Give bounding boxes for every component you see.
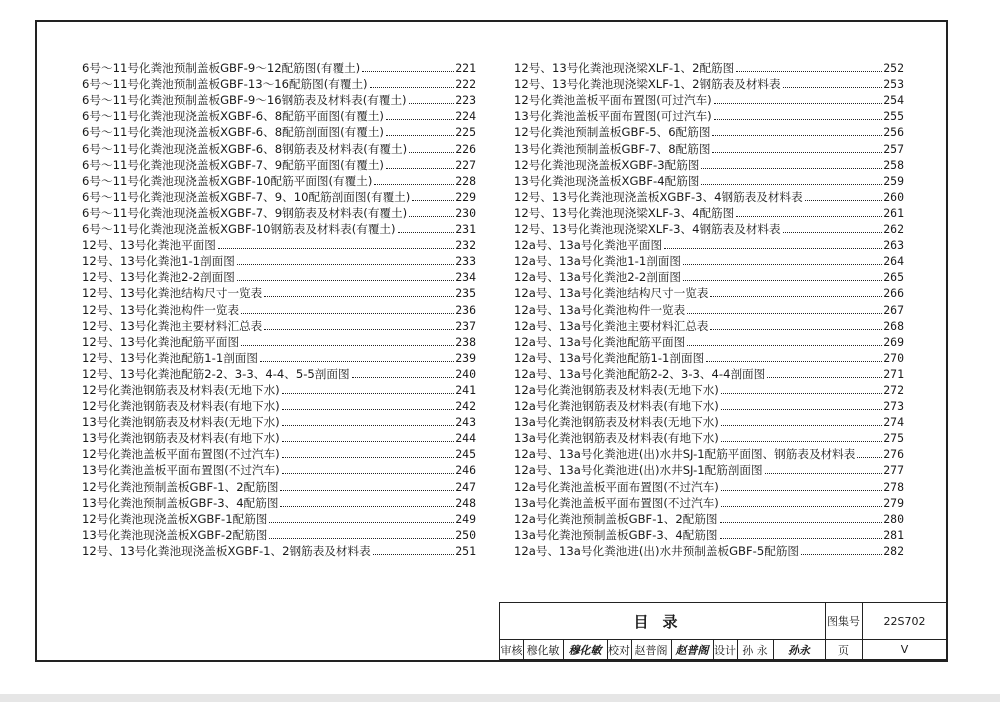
toc-entry-page: 232	[455, 238, 476, 253]
atlas-number: 22S702	[883, 614, 926, 628]
toc-entry-page: 234	[455, 270, 476, 285]
toc-entry-title: 13号化粪池盖板平面布置图(不过汽车)	[82, 463, 280, 478]
toc-entry	[514, 462, 904, 478]
toc-leader-dots	[218, 247, 454, 249]
toc-entry-title: 12号化粪池钢筋表及材料表(有地下水)	[82, 399, 280, 414]
toc-entry	[514, 543, 904, 559]
toc-entry-page: 243	[455, 415, 476, 430]
toc-entry-page: 239	[455, 350, 476, 365]
toc-leader-dots	[282, 440, 455, 442]
toc-entry-title: 6号～11号化粪池现浇盖板XGBF-7、9、10配筋剖面图(有覆土)	[82, 189, 411, 204]
toc-leader-dots	[237, 263, 454, 265]
toc-entry-title: 13a号化粪池盖板平面布置图(不过汽车)	[514, 495, 719, 510]
toc-entry	[82, 430, 476, 446]
toc-entry-page: 247	[455, 479, 476, 494]
toc-entry	[514, 414, 904, 430]
toc-entry	[82, 318, 476, 334]
toc-leader-dots	[280, 489, 454, 491]
toc-entry	[514, 478, 904, 494]
toc-entry-title: 12号化粪池盖板平面布置图(可过汽车)	[514, 93, 712, 108]
toc-entry-title: 12a号、13a号化粪池平面图	[514, 238, 663, 253]
toc-entry-title: 13a号化粪池钢筋表及材料表(无地下水)	[514, 415, 719, 430]
toc-entry-page: 263	[883, 238, 904, 253]
toc-leader-dots	[362, 70, 454, 72]
toc-entry-page: 251	[455, 543, 476, 558]
toc-entry-title: 12a号、13a号化粪池进(出)水井预制盖板GBF-5配筋图	[514, 543, 800, 558]
toc-entry-title: 12a号、13a号化粪池进(出)水井SJ-1配筋剖面图	[514, 463, 763, 478]
toc-entry	[514, 301, 904, 317]
toc-entry-title: 12a号、13a号化粪池配筋平面图	[514, 334, 686, 349]
toc-leader-dots	[721, 489, 882, 491]
toc-entry-page: 278	[883, 479, 904, 494]
toc-entry-page: 245	[455, 447, 476, 462]
toc-entry	[514, 157, 904, 173]
toc-entry	[514, 205, 904, 221]
toc-entry-title: 12号、13号化粪池1-1剖面图	[82, 254, 235, 269]
toc-entry-title: 12号、13号化粪池平面图	[82, 238, 216, 253]
toc-entry	[514, 76, 904, 92]
toc-entry-title: 12a号、13a号化粪池配筋1-1剖面图	[514, 350, 705, 365]
checker-name: 赵普阁	[634, 643, 668, 657]
toc-leader-dots	[857, 456, 882, 458]
toc-leader-dots	[720, 521, 883, 523]
toc-leader-dots	[706, 360, 882, 362]
toc-entry-title: 13号化粪池预制盖板GBF-7、8配筋图	[514, 141, 711, 156]
toc-entry-page: 223	[455, 93, 476, 108]
toc-entry-title: 12号化粪池盖板平面布置图(不过汽车)	[82, 447, 280, 462]
toc-entry-title: 12a号、13a号化粪池2-2剖面图	[514, 270, 681, 285]
toc-entry	[82, 124, 476, 140]
toc-entry-title: 12号化粪池预制盖板GBF-1、2配筋图	[82, 479, 279, 494]
toc-entry-title: 12号、13号化粪池配筋2-2、3-3、4-4、5-5剖面图	[82, 366, 350, 381]
toc-leader-dots	[370, 86, 455, 88]
toc-entry-page: 226	[455, 141, 476, 156]
toc-entry-title: 6号～11号化粪池现浇盖板XGBF-7、9钢筋表及材料表(有覆土)	[82, 205, 408, 220]
toc-entry	[514, 398, 904, 414]
toc-entry	[82, 366, 476, 382]
toc-leader-dots	[264, 295, 454, 297]
toc-entry	[82, 60, 476, 76]
toc-entry-page: 241	[455, 382, 476, 397]
toc-leader-dots	[701, 183, 882, 185]
toc-entry	[82, 478, 476, 494]
toc-entry-page: 266	[883, 286, 904, 301]
toc-entry-title: 12a号化粪池盖板平面布置图(不过汽车)	[514, 479, 719, 494]
atlas-label: 图集号	[827, 615, 860, 628]
toc-entry-page: 261	[883, 205, 904, 220]
toc-entry-page: 236	[455, 302, 476, 317]
toc-entry-title: 13号化粪池钢筋表及材料表(无地下水)	[82, 415, 280, 430]
toc-entry-page: 260	[883, 189, 904, 204]
toc-leader-dots	[264, 328, 454, 330]
toc-entry-page: 242	[455, 399, 476, 414]
toc-leader-dots	[282, 456, 455, 458]
toc-entry-page: 225	[455, 125, 476, 140]
toc-entry-page: 259	[883, 173, 904, 188]
toc-entry	[514, 527, 904, 543]
toc-entry	[514, 108, 904, 124]
toc-leader-dots	[352, 376, 455, 378]
scan-edge	[0, 694, 1000, 702]
toc-entry	[82, 334, 476, 350]
toc-entry-title: 12号、13号化粪池结构尺寸一览表	[82, 286, 263, 301]
toc-leader-dots	[412, 199, 454, 201]
toc-entry-page: 256	[883, 125, 904, 140]
toc-entry	[82, 205, 476, 221]
toc-leader-dots	[409, 151, 454, 153]
toc-entry-title: 12a号化粪池钢筋表及材料表(有地下水)	[514, 399, 719, 414]
toc-leader-dots	[721, 408, 882, 410]
toc-entry	[82, 173, 476, 189]
toc-leader-dots	[767, 376, 882, 378]
toc-entry-page: 276	[883, 447, 904, 462]
toc-entry-page: 282	[883, 543, 904, 558]
toc-entry-page: 240	[455, 366, 476, 381]
toc-entry-page: 233	[455, 254, 476, 269]
toc-entry	[82, 414, 476, 430]
toc-entry-title: 13a号化粪池预制盖板GBF-3、4配筋图	[514, 527, 718, 542]
toc-entry-page: 279	[883, 495, 904, 510]
toc-leader-dots	[721, 424, 882, 426]
toc-leader-dots	[736, 215, 882, 217]
toc-leader-dots	[721, 440, 882, 442]
toc-entry-title: 6号～11号化粪池预制盖板GBF-9～12配筋图(有覆土)	[82, 61, 361, 76]
toc-leader-dots	[721, 392, 882, 394]
toc-entry	[82, 350, 476, 366]
toc-entry-title: 12a号化粪池预制盖板GBF-1、2配筋图	[514, 511, 718, 526]
checker-signature: 赵普阁	[675, 643, 709, 657]
toc-leader-dots	[374, 183, 454, 185]
toc-entry-title: 6号～11号化粪池现浇盖板XGBF-10钢筋表及材料表(有覆土)	[82, 222, 396, 237]
toc-entry-title: 13号化粪池预制盖板GBF-3、4配筋图	[82, 495, 279, 510]
toc-entry-title: 13号化粪池盖板平面布置图(可过汽车)	[514, 109, 712, 124]
reviewer-name: 穆化敏	[526, 643, 560, 657]
toc-entry-title: 12号化粪池现浇盖板XGBF-1配筋图	[82, 511, 268, 526]
toc-leader-dots	[683, 279, 882, 281]
toc-leader-dots	[409, 102, 455, 104]
toc-leader-dots	[269, 537, 454, 539]
title-block	[499, 602, 946, 660]
toc-leader-dots	[398, 231, 455, 233]
toc-entry-title: 12号、13号化粪池配筋平面图	[82, 334, 240, 349]
toc-entry-page: 238	[455, 334, 476, 349]
page-number: V	[900, 643, 909, 656]
toc-entry-title: 12a号、13a号化粪池构件一览表	[514, 302, 686, 317]
toc-entry	[82, 157, 476, 173]
toc-leader-dots	[687, 312, 882, 314]
toc-entry	[514, 253, 904, 269]
toc-leader-dots	[783, 86, 883, 88]
toc-leader-dots	[765, 472, 883, 474]
toc-entry-title: 12号、13号化粪池主要材料汇总表	[82, 318, 263, 333]
toc-entry-page: 264	[883, 254, 904, 269]
toc-entry-page: 265	[883, 270, 904, 285]
toc-leader-dots	[241, 344, 454, 346]
toc-entry	[514, 495, 904, 511]
toc-entry-title: 12号、13号化粪池现浇梁XLF-3、4配筋图	[514, 205, 735, 220]
toc-leader-dots	[386, 118, 454, 120]
toc-entry-page: 246	[455, 463, 476, 478]
toc-entry	[514, 285, 904, 301]
toc-leader-dots	[712, 151, 882, 153]
toc-entry	[514, 382, 904, 398]
toc-entry	[82, 462, 476, 478]
toc-leader-dots	[237, 279, 454, 281]
toc-leader-dots	[714, 102, 883, 104]
toc-leader-dots	[241, 312, 454, 314]
toc-entry-page: 228	[455, 173, 476, 188]
toc-entry-title: 12号、13号化粪池现浇盖板XGBF-1、2钢筋表及材料表	[82, 543, 371, 558]
toc-entry	[514, 446, 904, 462]
toc-entry-title: 12号、13号化粪池现浇梁XLF-1、2钢筋表及材料表	[514, 77, 781, 92]
toc-entry	[82, 301, 476, 317]
toc-entry-page: 257	[883, 141, 904, 156]
toc-entry	[514, 269, 904, 285]
toc-entry	[82, 221, 476, 237]
toc-entry-page: 244	[455, 431, 476, 446]
toc-entry-title: 12a号、13a号化粪池配筋2-2、3-3、4-4剖面图	[514, 366, 766, 381]
toc-entry	[514, 237, 904, 253]
toc-entry-page: 224	[455, 109, 476, 124]
toc-entry-title: 6号～11号化粪池现浇盖板XGBF-10配筋平面图(有覆土)	[82, 173, 373, 188]
toc-entry	[82, 446, 476, 462]
toc-entry-title: 6号～11号化粪池现浇盖板XGBF-6、8配筋剖面图(有覆土)	[82, 125, 384, 140]
toc-entry-page: 221	[455, 61, 476, 76]
toc-entry-title: 6号～11号化粪池现浇盖板XGBF-7、9配筋平面图(有覆土)	[82, 157, 384, 172]
toc-leader-dots	[282, 472, 455, 474]
toc-leader-dots	[736, 70, 882, 72]
toc-entry-title: 12号化粪池现浇盖板XGBF-3配筋图	[514, 157, 700, 172]
toc-entry-page: 271	[883, 366, 904, 381]
toc-left-column	[82, 60, 476, 559]
toc-entry-page: 274	[883, 415, 904, 430]
toc-entry-page: 231	[455, 222, 476, 237]
toc-entry	[82, 189, 476, 205]
toc-entry-title: 13号化粪池现浇盖板XGBF-4配筋图	[514, 173, 700, 188]
toc-entry-page: 267	[883, 302, 904, 317]
toc-entry-title: 12a号、13a号化粪池1-1剖面图	[514, 254, 681, 269]
toc-entry-title: 12号化粪池预制盖板GBF-5、6配筋图	[514, 125, 711, 140]
toc-right-column	[514, 60, 904, 559]
toc-entry	[82, 495, 476, 511]
review-label: 审核	[500, 643, 523, 657]
toc-leader-dots	[710, 295, 882, 297]
toc-entry-page: 272	[883, 382, 904, 397]
toc-entry	[82, 108, 476, 124]
toc-entry-page: 277	[883, 463, 904, 478]
toc-entry	[82, 285, 476, 301]
toc-leader-dots	[683, 263, 882, 265]
toc-entry	[514, 173, 904, 189]
toc-entry	[514, 92, 904, 108]
toc-entry	[514, 189, 904, 205]
toc-entry-page: 230	[455, 205, 476, 220]
toc-entry-page: 280	[883, 511, 904, 526]
toc-entry-title: 12号、13号化粪池现浇梁XLF-1、2配筋图	[514, 61, 735, 76]
toc-entry-title: 12a号、13a号化粪池结构尺寸一览表	[514, 286, 709, 301]
toc-leader-dots	[720, 537, 883, 539]
toc-entry-page: 281	[883, 527, 904, 542]
toc-leader-dots	[373, 553, 455, 555]
toc-entry	[82, 511, 476, 527]
toc-entry-page: 275	[883, 431, 904, 446]
toc-entry-title: 12号、13号化粪池配筋1-1剖面图	[82, 350, 258, 365]
toc-leader-dots	[282, 424, 455, 426]
toc-entry-page: 254	[883, 93, 904, 108]
toc-entry	[82, 253, 476, 269]
toc-leader-dots	[282, 392, 455, 394]
toc-entry-page: 268	[883, 318, 904, 333]
toc-leader-dots	[687, 344, 882, 346]
toc-leader-dots	[269, 521, 454, 523]
check-label: 校对	[608, 643, 630, 657]
toc-entry	[82, 398, 476, 414]
toc-leader-dots	[710, 328, 882, 330]
designer-name: 孙 永	[742, 643, 768, 657]
toc-entry-title: 13号化粪池钢筋表及材料表(有地下水)	[82, 431, 280, 446]
toc-entry	[514, 221, 904, 237]
page-label: 页	[838, 643, 849, 657]
toc-entry-page: 262	[883, 222, 904, 237]
toc-entry	[514, 334, 904, 350]
toc-entry	[514, 318, 904, 334]
toc-entry-page: 250	[455, 527, 476, 542]
toc-entry-title: 13a号化粪池钢筋表及材料表(有地下水)	[514, 431, 719, 446]
toc-leader-dots	[721, 505, 882, 507]
toc-entry	[514, 366, 904, 382]
toc-leader-dots	[701, 167, 882, 169]
toc-entry	[82, 237, 476, 253]
toc-entry-page: 249	[455, 511, 476, 526]
toc-entry-page: 248	[455, 495, 476, 510]
toc-entry-title: 12号化粪池钢筋表及材料表(无地下水)	[82, 382, 280, 397]
toc-entry-page: 258	[883, 157, 904, 172]
toc-entry-page: 270	[883, 350, 904, 365]
toc-entry	[82, 269, 476, 285]
toc-entry-title: 12号、13号化粪池现浇梁XLF-3、4钢筋表及材料表	[514, 222, 781, 237]
toc-entry	[514, 124, 904, 140]
toc-entry-title: 12号、13号化粪池现浇盖板XGBF-3、4钢筋表及材料表	[514, 189, 803, 204]
designer-signature: 孙永	[788, 643, 810, 657]
toc-entry-title: 12a号、13a号化粪池进(出)水井SJ-1配筋平面图、钢筋表及材料表	[514, 447, 856, 462]
toc-entry-title: 13号化粪池现浇盖板XGBF-2配筋图	[82, 527, 268, 542]
toc-leader-dots	[783, 231, 883, 233]
toc-entry-title: 12a号化粪池钢筋表及材料表(无地下水)	[514, 382, 719, 397]
toc-entry-title: 12a号、13a号化粪池主要材料汇总表	[514, 318, 709, 333]
toc-entry	[514, 430, 904, 446]
toc-leader-dots	[386, 134, 454, 136]
title-block-title: 目录	[633, 612, 692, 631]
toc-entry	[514, 140, 904, 156]
toc-leader-dots	[260, 360, 454, 362]
toc-leader-dots	[282, 408, 455, 410]
design-label: 设计	[714, 643, 736, 657]
toc-entry-page: 252	[883, 61, 904, 76]
reviewer-signature: 穆化敏	[568, 643, 602, 657]
toc-entry-title: 6号～11号化粪池预制盖板GBF-13～16配筋图(有覆土)	[82, 77, 368, 92]
toc-leader-dots	[409, 215, 454, 217]
toc-entry-page: 237	[455, 318, 476, 333]
toc-leader-dots	[712, 134, 882, 136]
toc-entry	[82, 92, 476, 108]
toc-entry	[514, 350, 904, 366]
toc-entry	[82, 527, 476, 543]
toc-leader-dots	[280, 505, 454, 507]
toc-entry	[514, 60, 904, 76]
toc-leader-dots	[714, 118, 883, 120]
toc-entry-title: 12号、13号化粪池构件一览表	[82, 302, 240, 317]
toc-entry-title: 12号、13号化粪池2-2剖面图	[82, 270, 235, 285]
toc-entry-page: 227	[455, 157, 476, 172]
toc-entry-title: 6号～11号化粪池现浇盖板XGBF-6、8钢筋表及材料表(有覆土)	[82, 141, 408, 156]
toc-entry	[82, 140, 476, 156]
toc-entry-page: 235	[455, 286, 476, 301]
toc-entry-page: 255	[883, 109, 904, 124]
toc-leader-dots	[386, 167, 454, 169]
toc-entry	[82, 76, 476, 92]
toc-entry-page: 222	[455, 77, 476, 92]
toc-entry	[82, 382, 476, 398]
toc-leader-dots	[801, 553, 882, 555]
toc-entry-title: 6号～11号化粪池现浇盖板XGBF-6、8配筋平面图(有覆土)	[82, 109, 384, 124]
toc-leader-dots	[664, 247, 882, 249]
toc-entry-page: 253	[883, 77, 904, 92]
toc-entry-page: 269	[883, 334, 904, 349]
toc-leader-dots	[805, 199, 883, 201]
toc-entry-page: 273	[883, 399, 904, 414]
toc-entry	[514, 511, 904, 527]
toc-entry	[82, 543, 476, 559]
toc-entry-title: 6号～11号化粪池预制盖板GBF-9～16钢筋表及材料表(有覆土)	[82, 93, 407, 108]
toc-entry-page: 229	[455, 189, 476, 204]
